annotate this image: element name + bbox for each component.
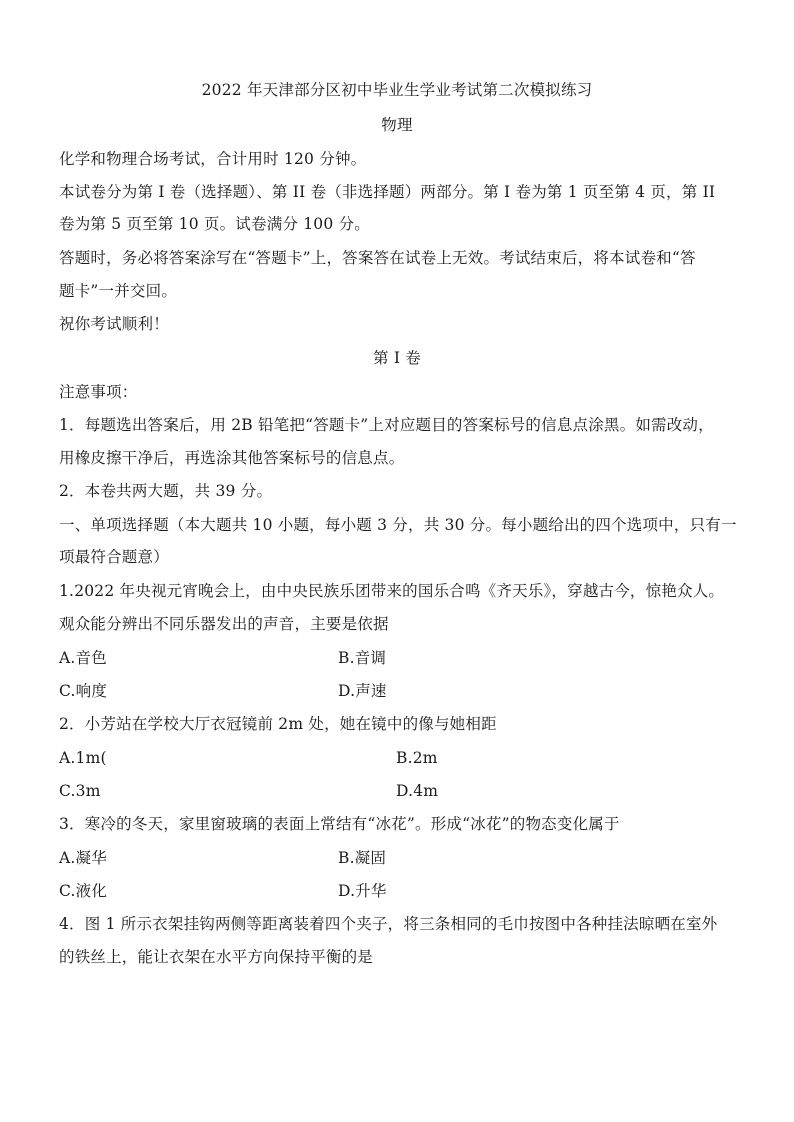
intro-line: 题卡”一并交回。 (59, 282, 178, 300)
note-line: 1．每题选出答案后，用 2B 铅笔把“答题卡”上对应题目的答案标号的信息点涂黑。如需改动， (59, 416, 714, 434)
option-a: A.1m( (59, 749, 107, 767)
option-c: C.响度 (59, 682, 108, 700)
question-stem: 的铁丝上，能让衣架在水平方向保持平衡的是 (59, 948, 374, 966)
intro-line: 化学和物理合场考试，合计用时 120 分钟。 (59, 150, 367, 168)
exam-title: 2022 年天津部分区初中毕业生学业考试第二次模拟练习 (201, 81, 593, 99)
option-b: B.音调 (338, 649, 387, 667)
option-d: D.声速 (338, 682, 387, 700)
intro-line: 答题时，务必将答案涂写在“答题卡”上，答案答在试卷上无效。考试结束后，将本试卷和“答 (59, 249, 696, 267)
option-b: B.凝固 (338, 849, 387, 867)
option-a: A.凝华 (59, 849, 107, 867)
note-line: 用橡皮擦干净后，再选涂其他答案标号的信息点。 (59, 449, 405, 467)
option-c: C.液化 (59, 882, 108, 900)
intro-line: 卷为第 5 页至第 10 页。试卷满分 100 分。 (59, 215, 370, 233)
question-stem: 2．小芳站在学校大厅衣冠镜前 2m 处，她在镜中的像与她相距 (59, 715, 497, 733)
question-stem: 3．寒冷的冬天，家里窗玻璃的表面上常结有“冰花”。形成“冰花”的物态变化属于 (59, 815, 620, 833)
subject-title: 物理 (381, 116, 413, 134)
option-b: B.2m (396, 749, 438, 767)
section-title: 第 I 卷 (373, 349, 421, 367)
option-a: A.音色 (59, 649, 107, 667)
option-d: D.升华 (338, 882, 387, 900)
good-luck-text: 祝你考试顺利！ (59, 315, 169, 333)
question-stem: 1.2022 年央视元宵晚会上，由中央民族乐团带来的国乐合鸣《齐天乐》，穿越古今，惊艳众人。 (59, 582, 725, 600)
question-stem: 4．图 1 所示衣架挂钩两侧等距离装着四个夹子，将三条相同的毛巾按图中各种挂法晾晒在室外 (59, 915, 718, 933)
intro-line: 本试卷分为第 I 卷（选择题）、第 II 卷（非选择题）两部分。第 I 卷为第 1 页至第 4 页，第 II (59, 183, 716, 201)
part-heading: 一、单项选择题（本大题共 10 小题，每小题 3 分，共 30 分。每小题给出的四个选项中，只有一 (59, 516, 737, 534)
option-d: D.4m (396, 782, 439, 800)
part-heading: 项最符合题意） (59, 548, 169, 566)
note-line: 2．本卷共两大题，共 39 分。 (59, 482, 273, 500)
question-stem: 观众能分辨出不同乐器发出的声音，主要是依据 (59, 615, 389, 633)
option-c: C.3m (59, 782, 101, 800)
notes-heading: 注意事项： (59, 383, 138, 401)
